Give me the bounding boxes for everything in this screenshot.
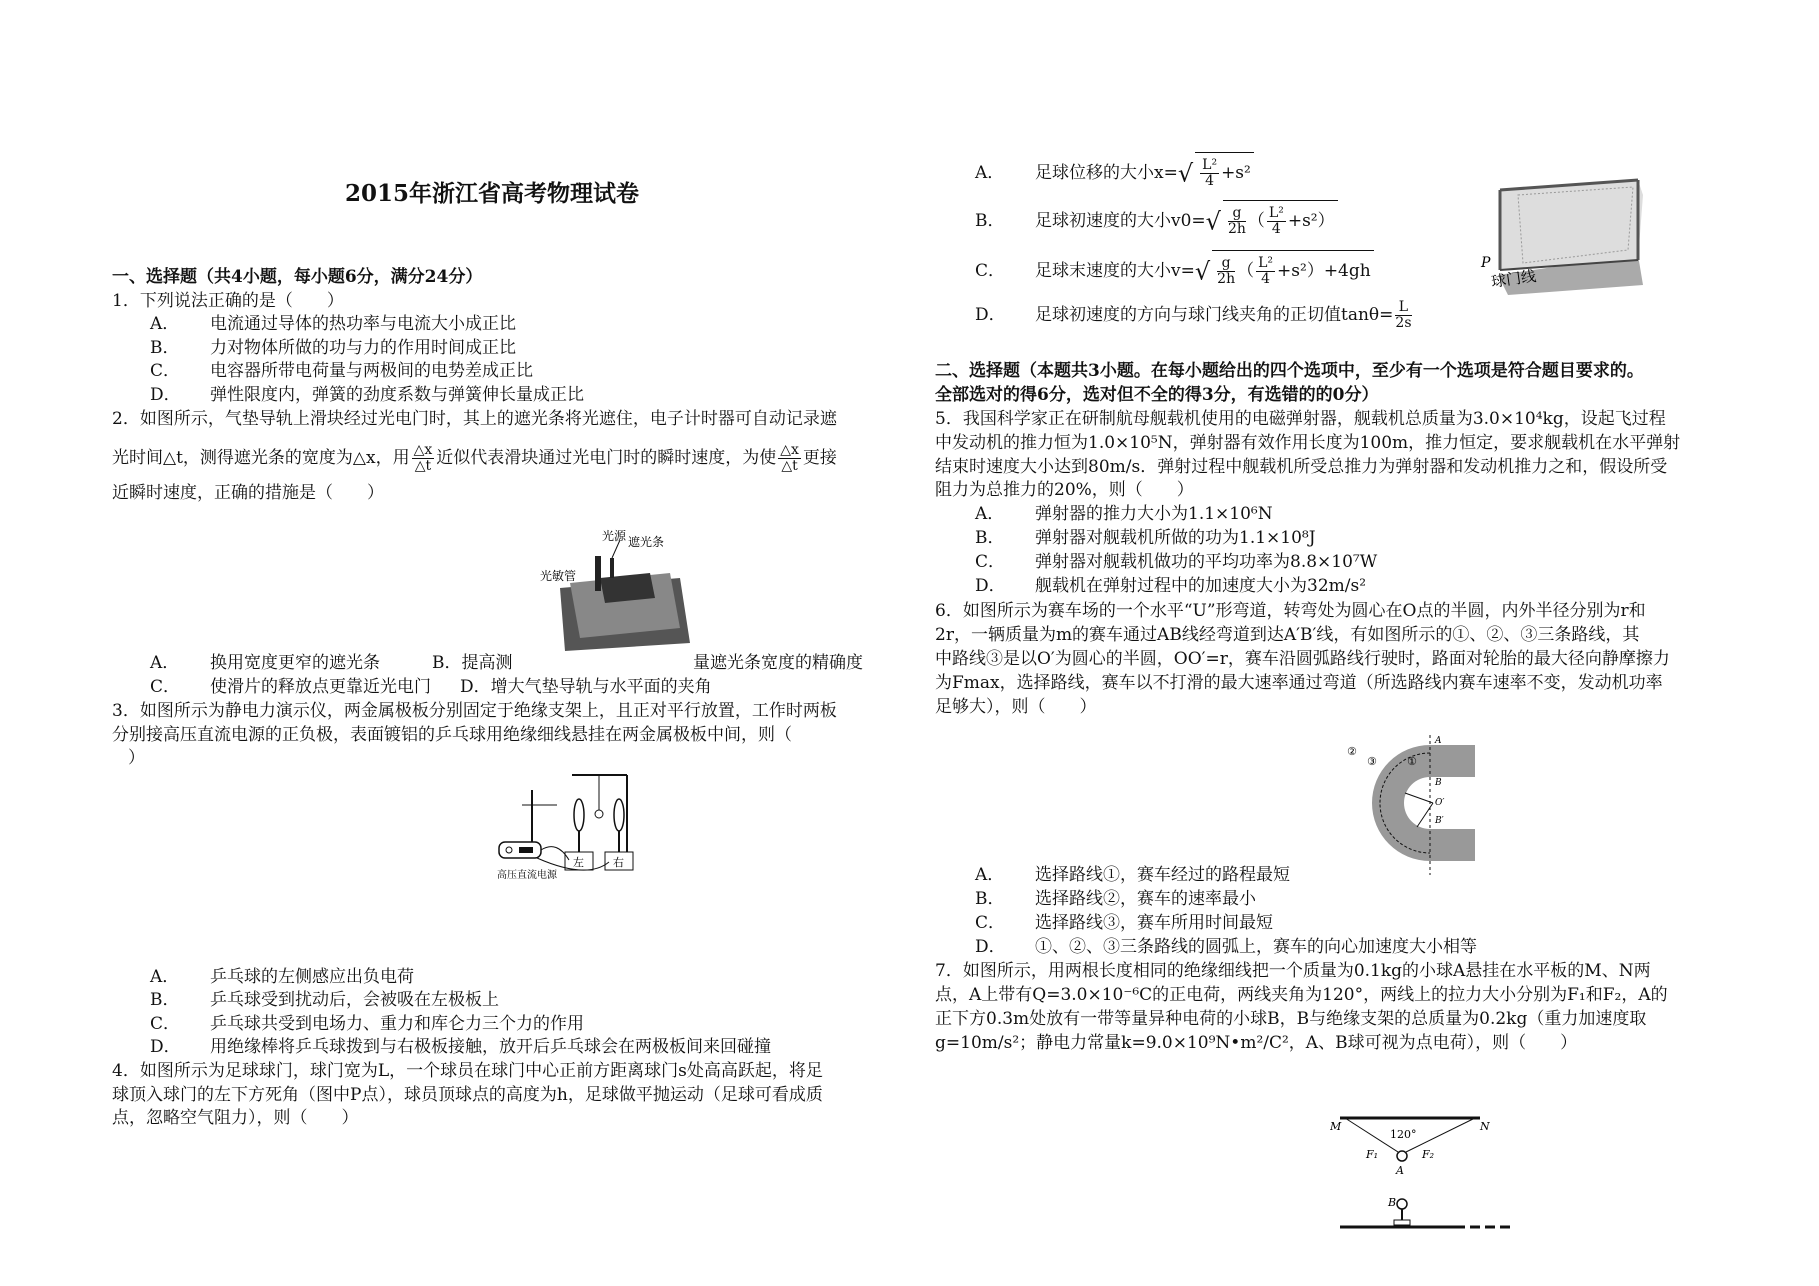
question-6-option-b[interactable] [975,888,1256,910]
option-letter: C． [150,361,181,381]
option-letter: C． [150,677,181,697]
fig-label-goal-line: 球门线 [1490,266,1538,291]
fig-label-f1: F₁ [1366,1148,1379,1161]
question-6-option-c[interactable] [975,912,1273,934]
question-1-option-a[interactable] [150,313,516,335]
question-2-line-1: 2．如图所示，气垫导轨上滑块经过光电门时，其上的遮光条将光遮住，电子计时器可自动记录遮 [112,409,837,429]
frac-den: 2h [1217,271,1236,287]
fig-label-photosensor: 光敏管 [540,569,577,583]
question-4-option-a[interactable] [975,152,1254,194]
option-text: 用绝缘棒将乒乓球拨到与右极板接触，放开后乒乓球会在两极板间来回碰撞 [210,1037,771,1057]
option-text: 选择路线②，赛车的速率最小 [1035,889,1256,909]
question-2-option-d[interactable] [460,676,712,698]
section-2-heading-line-1: 二、选择题（本题共3小题。在每小题给出的四个选项中，至少有一个选项是符合题目要求的。 [935,361,1644,381]
question-5-option-c[interactable] [975,551,1377,573]
option-text: 量遮光条宽度的精确度 [693,653,863,673]
g-over-2h [1228,206,1246,237]
rparen: ） [1306,261,1324,281]
l2-over-4 [1256,256,1275,287]
question-2-option-b-cont [693,652,863,674]
question-4-line-1: 4．如图所示为足球球门，球门宽为L，一个球员在球门中心正前方距离球门s处高高跃起，将足 [112,1061,823,1081]
question-2-option-a[interactable] [150,652,380,674]
q2-text-c: 更接 [802,448,837,468]
fig-label-f2: F₂ [1422,1148,1435,1161]
fig-label-shading-strip: 遮光条 [628,535,665,549]
option-text: 弹射器的推力大小为1.1×10⁶N [1035,504,1273,524]
fig-label-angle: 120° [1390,1128,1417,1141]
option-text: 乒乓球的左侧感应出负电荷 [210,967,414,987]
question-7-line-1: 7．如图所示，用两根长度相同的绝缘细线把一个质量为0.1kg的小球A悬挂在水平板的M、N两 [935,961,1651,981]
section-2-heading-line-2: 全部选对的得6分，选对但不全的得3分，有选错的的0分） [935,385,1379,405]
option-text: D．增大气垫导轨与水平面的夹角 [460,677,712,697]
fig-label-m: M [1330,1120,1342,1133]
option-text: 选择路线③，赛车所用时间最短 [1035,913,1273,933]
g-over-2h [1217,256,1235,287]
option-letter: C． [150,1014,181,1034]
option-letter: D． [150,1037,181,1057]
question-1-option-d[interactable] [150,384,584,406]
frac-den: 4 [1271,221,1281,237]
electrostatic-demo-figure [497,770,662,880]
plus-s2: +s² [1277,261,1307,281]
sqrt-sign: √ [1205,207,1221,236]
question-3-line-1: 3．如图所示为静电力演示仪，两金属极板分别固定于绝缘支架上，且正对平行放置，工作时两板 [112,701,837,721]
option-letter: B． [975,889,1005,909]
option-letter: D． [975,305,1006,325]
fig-label-a: A [1435,736,1442,746]
section-1-heading: 一、选择题（共4小题，每小题6分，满分24分） [112,267,483,287]
fig-label-hv-source: 高压直流电源 [497,870,557,880]
delta-x-over-delta-t-2 [778,443,801,474]
option-text: 足球末速度的大小v= [1035,261,1195,281]
frac-den: △t [414,458,432,474]
option-letter: B． [975,528,1005,548]
question-5-line-2: 中发动机的推力恒为1.0×10⁵N，弹射器有效作用长度为100m，推力恒定，要求舰载机在水平弹射 [935,433,1681,453]
question-5-option-b[interactable] [975,527,1316,549]
delta-x-over-delta-t [412,443,435,474]
fig-label-light-source: 光源 [602,529,627,543]
question-6-option-a[interactable] [975,864,1290,886]
option-text: 力对物体所做的功与力的作用时间成正比 [210,338,516,358]
lparen: （ [1237,261,1255,281]
plus-s2: +s² [1221,163,1251,183]
fig-label-b: B [1435,778,1442,788]
q2-text-a: 光时间△t，测得遮光条的宽度为△x，用 [112,448,410,468]
option-text: 电流通过导体的热功率与电流大小成正比 [210,314,516,334]
question-3-option-a[interactable] [150,966,414,988]
l2-over-4 [1200,158,1219,189]
fig-label-route-3: ③ [1367,755,1377,768]
soccer-goal-figure [1478,175,1648,295]
question-4-option-d[interactable] [975,295,1414,335]
option-text: 选择路线①，赛车经过的路程最短 [1035,865,1290,885]
question-1-option-c[interactable] [150,360,533,382]
question-2-line-2 [112,438,837,478]
fig-label-route-2: ② [1347,745,1357,758]
fig-label-left: 左 [573,856,584,869]
option-letter: B． [150,338,180,358]
suspended-ball-figure [1330,1110,1530,1235]
option-text: 电容器所带电荷量与两极间的电势差成正比 [210,361,533,381]
question-1-option-b[interactable] [150,337,516,359]
question-6-line-5: 足够大），则（ ） [935,697,1097,717]
question-1-stem: 1．下列说法正确的是（ ） [112,291,344,311]
question-7-line-4: g=10m/s²；静电力常量k=9.0×10⁹N•m²/C²，A、B球可视为点电荷），则（ ） [935,1033,1578,1053]
radicand [1212,250,1374,291]
frac-num: L [1395,300,1411,316]
air-track-figure [540,528,690,651]
lparen: （ [1247,211,1265,231]
option-text: 弹射器对舰载机做功的平均功率为8.8×10⁷W [1035,552,1378,572]
option-letter: C． [975,913,1006,933]
option-letter: A． [150,314,180,334]
question-3-line-2: 分别接高压直流电源的正负极，表面镀铝的乒乓球用绝缘细线悬挂在两金属极板中间，则（ [112,725,792,745]
frac-den: 2s [1395,315,1412,331]
rparen: ） [1317,211,1335,231]
frac-den: 2h [1227,221,1246,237]
u-track-figure [1345,735,1485,875]
question-5-option-d[interactable] [975,575,1366,597]
question-3-option-b[interactable] [150,989,499,1011]
option-letter: A． [975,163,1005,183]
l-over-2s [1395,300,1411,331]
option-letter: B． [975,211,1005,231]
question-5-line-1: 5．我国科学家正在研制航母舰载机使用的电磁弹射器，舰载机总质量为3.0×10⁴kg，设起飞过程 [935,409,1666,429]
option-letter: C． [975,261,1006,281]
option-text: ①、②、③三条路线的圆弧上，赛车的向心加速度大小相等 [1035,937,1477,957]
option-text: 弹射器对舰载机所做的功为1.1×10⁸J [1035,528,1316,548]
fig-label-o-prime: O′ [1435,798,1445,808]
frac-num: △x [413,442,433,458]
frac-den: 4 [1205,173,1215,189]
question-6-line-4: 为Fmax，选择路线，赛车以不打滑的最大速率通过弯道（所选路线内赛车速率不变，发动机功率 [935,673,1663,693]
fig-label-ball-b: B [1388,1196,1397,1209]
option-text: 乒乓球共受到电场力、重力和库仑力三个力的作用 [210,1014,584,1034]
frac-den: 4 [1261,271,1271,287]
question-2-line-3: 近瞬时速度，正确的措施是（ ） [112,483,384,503]
question-3-option-c[interactable] [150,1013,584,1035]
question-7-line-2: 点，A上带有Q=3.0×10⁻⁶C的正电荷，两线夹角为120°，两线上的拉力大小分别为F₁和F₂，A的 [935,985,1668,1005]
question-4-option-c[interactable] [975,250,1374,292]
question-6-line-2: 2r，一辆质量为m的赛车通过AB线经弯道到达A′B′线，有如图所示的①、②、③三条路线，其 [935,625,1640,645]
question-5-line-4: 阻力为总推力的20%，则（ ） [935,480,1194,500]
question-6-line-1: 6．如图所示为赛车场的一个水平“U”形弯道，转弯处为圆心在O点的半圆，内外半径分别为r和 [935,601,1646,621]
option-text: 足球初速度的方向与球门线夹角的正切值tanθ= [1035,305,1394,325]
fig-label-p: P [1481,255,1491,271]
plus-s2: +s² [1287,211,1318,231]
frac-num: L² [1202,157,1218,173]
option-letter: A． [150,653,180,673]
option-text: 足球初速度的大小v0= [1035,211,1206,231]
plus-4gh: +4gh [1323,261,1371,281]
question-2-option-b[interactable] [432,652,513,674]
option-letter: D． [975,576,1006,596]
fig-label-route-1: ① [1407,755,1417,768]
sqrt-sign: √ [1194,257,1211,286]
question-6-option-d[interactable] [975,936,1477,958]
option-text: 足球位移的大小x= [1035,163,1178,183]
option-letter: A． [975,504,1005,524]
l2-over-4 [1267,206,1286,237]
question-6-line-3: 中路线③是以O′为圆心的半圆，OO′=r，赛车沿圆弧路线行驶时，路面对轮胎的最大径向静摩擦力 [935,649,1670,669]
question-3-option-d[interactable] [150,1036,771,1058]
option-letter: C． [975,552,1006,572]
question-3-line-3: ） [128,748,145,768]
option-text: 使滑片的释放点更靠近光电门 [210,677,431,697]
question-2-option-c[interactable] [150,676,431,698]
question-4-option-b[interactable] [975,200,1338,242]
fig-label-right: 右 [613,856,624,869]
option-letter: D． [975,937,1006,957]
question-5-line-3: 结束时速度大小达到80m/s．弹射过程中舰载机所受总推力为弹射器和发动机推力之和，假设所受 [935,457,1668,477]
q2-text-b: 近似代表滑块通过光电门时的瞬时速度，为使 [436,448,777,468]
fig-label-ball-a: A [1396,1164,1404,1177]
question-4-line-3: 点，忽略空气阻力），则（ ） [112,1108,359,1128]
radicand [1195,152,1254,193]
option-text: 弹性限度内，弹簧的劲度系数与弹簧伸长量成正比 [210,385,584,405]
question-7-line-3: 正下方0.3m处放有一带等量异种电荷的小球B，B与绝缘支架的总质量为0.2kg（重力加速度取 [935,1009,1647,1029]
page-title: 2015年浙江省高考物理试卷 [345,180,640,207]
fig-label-b-prime: B′ [1435,816,1444,826]
option-text: 舰载机在弹射过程中的加速度大小为32m/s² [1035,576,1367,596]
question-4-line-2: 球顶入球门的左下方死角（图中P点），球员顶球点的高度为h，足球做平抛运动（足球可看成质 [112,1085,823,1105]
question-5-option-a[interactable] [975,503,1273,525]
frac-num: L² [1258,255,1274,271]
frac-num: △x [780,442,799,458]
frac-num: g [1217,256,1235,272]
option-text: B．提高测 [432,653,513,673]
option-text: 换用宽度更窄的遮光条 [210,653,380,673]
option-letter: D． [150,385,181,405]
sqrt-sign: √ [1177,159,1194,188]
frac-num: g [1228,206,1246,222]
option-text: 乒乓球受到扰动后，会被吸在左极板上 [210,990,499,1010]
option-letter: A． [975,865,1005,885]
frac-den: △t [781,458,798,474]
radicand [1223,200,1338,241]
frac-num: L² [1268,205,1284,221]
fig-label-n: N [1480,1120,1490,1133]
option-letter: B． [150,990,180,1010]
option-letter: A． [150,967,180,987]
